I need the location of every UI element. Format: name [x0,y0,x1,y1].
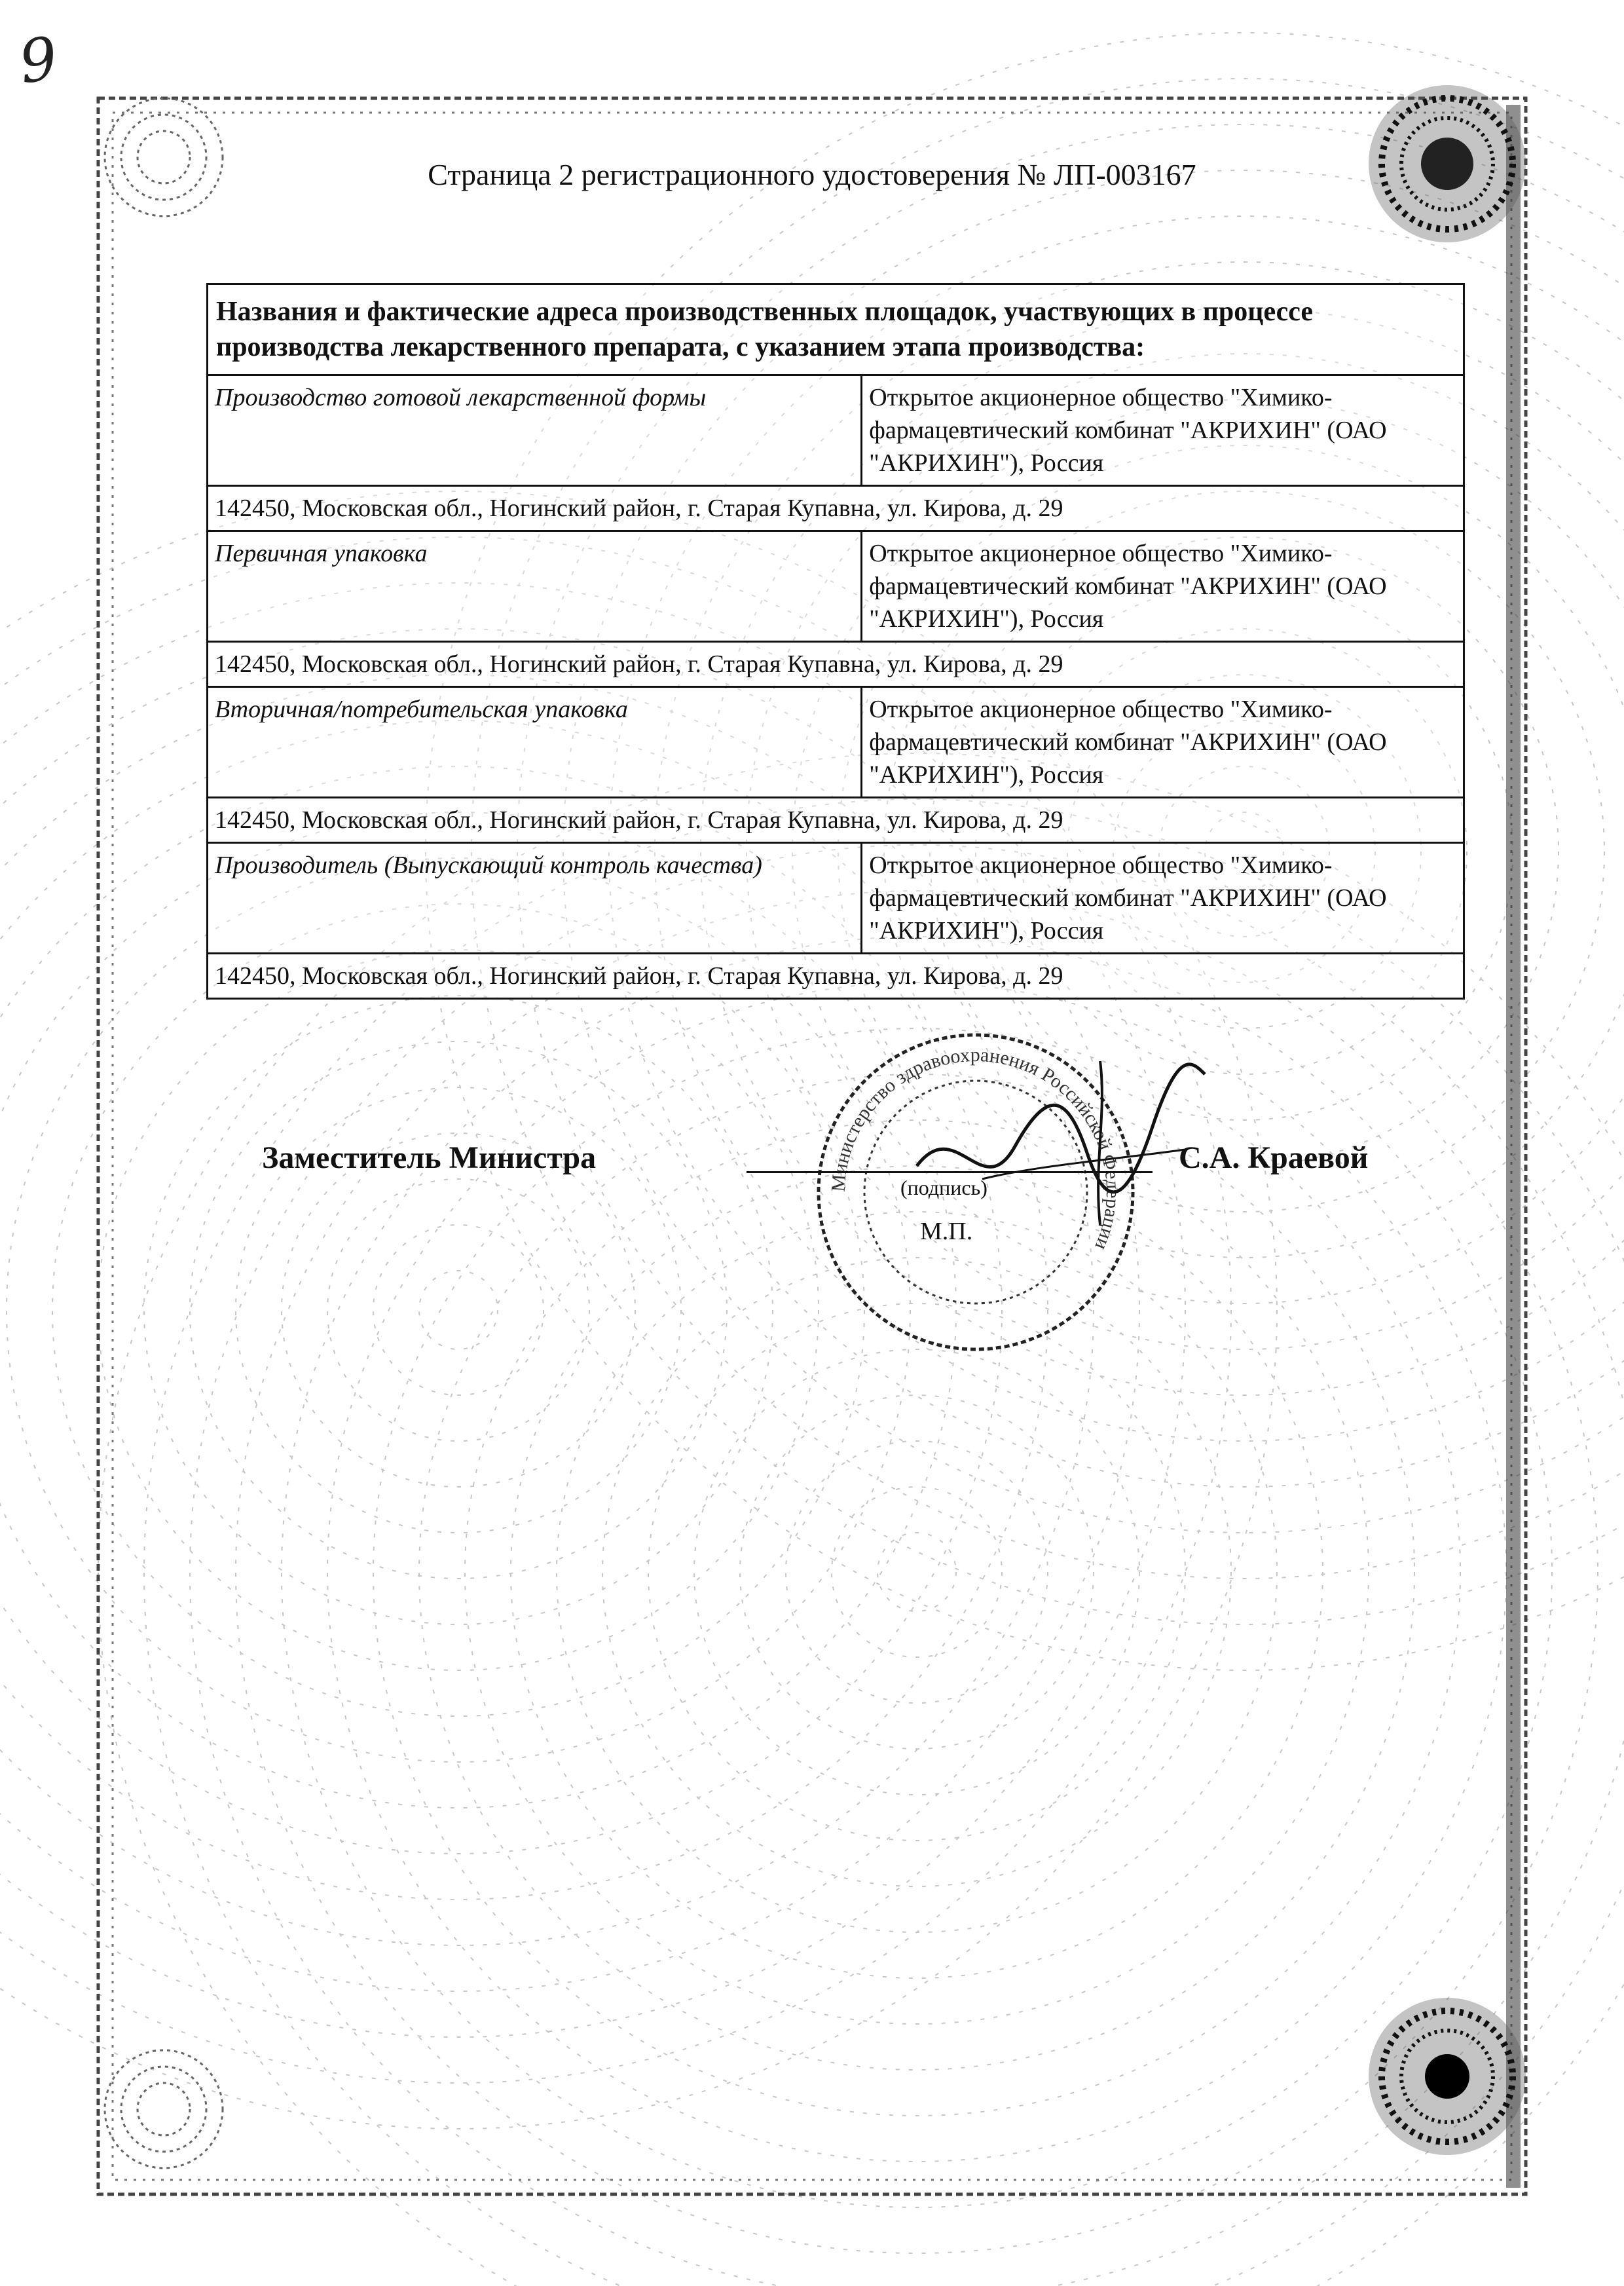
table-row [208,642,1464,687]
stage-cell: Производство готовой лекарственной формы [208,375,862,486]
seal-mark: М.П. [920,1218,973,1245]
handwritten-page-number: 9 [14,24,62,98]
table-row [208,531,1464,642]
address-cell: 142450, Московская обл., Ногинский район, г. Старая Купавна, ул. Кирова, д. 29 [208,954,1464,999]
address-cell: 142450, Московская обл., Ногинский район, г. Старая Купавна, ул. Кирова, д. 29 [208,642,1464,687]
table-row [208,486,1464,531]
page-header: Страница 2 регистрационного удостоверения № ЛП-003167 [428,158,1196,191]
rosette-bottom-left-icon [92,2037,236,2184]
rosette-bottom-right-icon [1362,1991,1532,2165]
company-cell: Открытое акционерное общество "Химико-фармацевтический комбинат "АКРИХИН" (ОАО "АКРИХИН"), Россия [862,375,1464,486]
signature-block [0,1140,1624,1192]
table-row [208,843,1464,954]
company-cell: Открытое акционерное общество "Химико-фармацевтический комбинат "АКРИХИН" (ОАО "АКРИХИН"), Россия [862,531,1464,642]
table-row [208,375,1464,486]
company-cell: Открытое акционерное общество "Химико-фармацевтический комбинат "АКРИХИН" (ОАО "АКРИХИН"), Россия [862,687,1464,798]
stage-cell: Первичная упаковка [208,531,862,642]
signature-caption: (подпись) [900,1176,987,1199]
company-cell: Открытое акционерное общество "Химико-фармацевтический комбинат "АКРИХИН" (ОАО "АКРИХИН"), Россия [862,843,1464,954]
signatory-title: Заместитель Министра [262,1140,597,1175]
table-heading: Названия и фактические адреса производственных площадок, участвующих в процессе производства лекарственного препарата, с указанием этапа производства: [208,284,1464,375]
table-row [208,954,1464,999]
stamp-text: Министерство здравоохранения Российской Федерации [827,1043,1124,1254]
stage-cell: Производитель (Выпускающий контроль качества) [208,843,862,954]
production-sites-table [206,283,1465,1000]
signatory-name: С.А. Краевой [1179,1140,1369,1175]
table-row [208,798,1464,843]
table-row [208,687,1464,798]
signature-line [747,1171,1153,1173]
address-cell: 142450, Московская обл., Ногинский район, г. Старая Купавна, ул. Кирова, д. 29 [208,486,1464,531]
address-cell: 142450, Московская обл., Ногинский район, г. Старая Купавна, ул. Кирова, д. 29 [208,798,1464,843]
stage-cell: Вторичная/потребительская упаковка [208,687,862,798]
